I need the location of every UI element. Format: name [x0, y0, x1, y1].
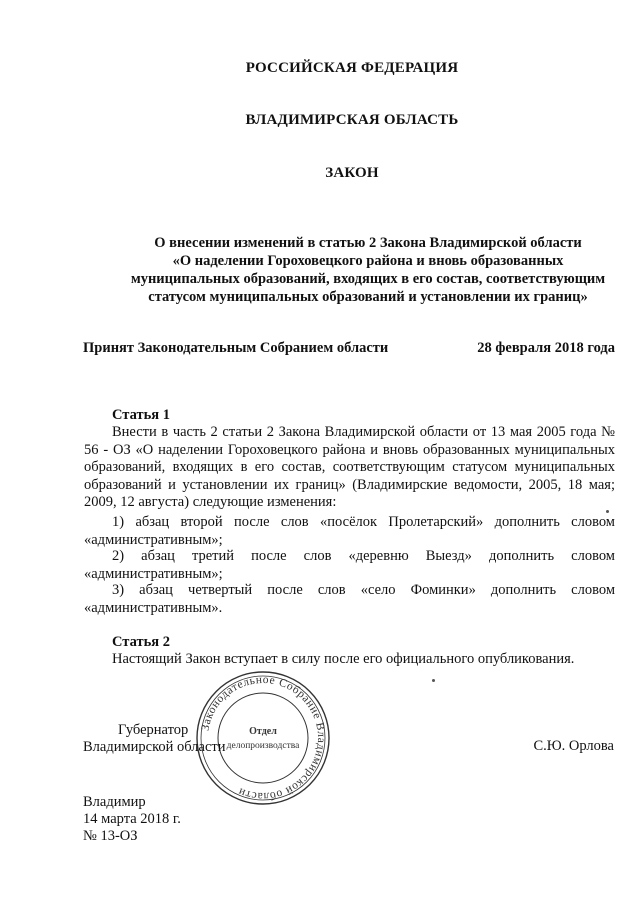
seal-graphic: [193, 668, 333, 808]
signature-title-line-1: Губернатор: [118, 722, 189, 738]
footer-number: № 13-ОЗ: [83, 828, 138, 844]
law-title: [118, 234, 618, 306]
signature-title-line-2: Владимирской области: [83, 739, 226, 755]
article-1-item-3: 3) абзац четвертый после слов «село Фоминки» дополнить словом «административным».: [84, 582, 615, 616]
seal-center-line-2: делопроизводства: [226, 741, 300, 751]
law-title-line: О внесении изменений в статью 2 Закона Владимирской области: [154, 235, 582, 251]
scan-speck: [432, 679, 435, 682]
scan-speck: [606, 510, 609, 513]
seal-ring-text: Законодательное Собрание Владимирской области: [199, 673, 328, 803]
footer-city: Владимир: [83, 794, 146, 810]
header-country: РОССИЙСКАЯ ФЕДЕРАЦИЯ: [245, 60, 459, 76]
footer-date: 14 марта 2018 г.: [83, 811, 181, 827]
official-seal: [193, 668, 333, 808]
adoption-line: [83, 340, 615, 357]
header-doc-type: ЗАКОН: [325, 165, 379, 181]
adoption-label: Принят Законодательным Собранием области: [83, 340, 389, 356]
article-2-heading: Статья 2: [112, 634, 170, 650]
adoption-date: 28 февраля 2018 года: [477, 340, 615, 356]
law-title-line: муниципальных образований, входящих в его состав, соответствующим: [130, 271, 606, 287]
article-1-item-2: 2) абзац третий после слов «деревню Выезд» дополнить словом «административным»;: [84, 548, 615, 582]
article-1-heading: Статья 1: [112, 407, 170, 423]
header-region: ВЛАДИМИРСКАЯ ОБЛАСТЬ: [245, 112, 459, 128]
article-1-intro: Внести в часть 2 статьи 2 Закона Владимирской области от 13 мая 2005 года № 56 - ОЗ «О наделении Гороховецкого района и вновь образованных муниципальных образований, входящих в его состав, соответствующим статусом муниципальных образований и установлении их границ» (Владимирские ведомости, 2005, 18 мая; 2009, 12 августа) следующие изменения:: [84, 424, 615, 510]
article-2-text: Настоящий Закон вступает в силу после его официального опубликования.: [112, 651, 575, 667]
seal-center-line-1: Отдел: [249, 726, 277, 737]
article-1-item-1: 1) абзац второй после слов «посёлок Пролетарский» дополнить словом «административным»;: [84, 514, 615, 548]
law-title-line: «О наделении Гороховецкого района и вновь образованных: [172, 253, 564, 269]
signer-name: С.Ю. Орлова: [533, 738, 614, 754]
law-title-line: статусом муниципальных образований и установлении их границ»: [148, 289, 588, 305]
